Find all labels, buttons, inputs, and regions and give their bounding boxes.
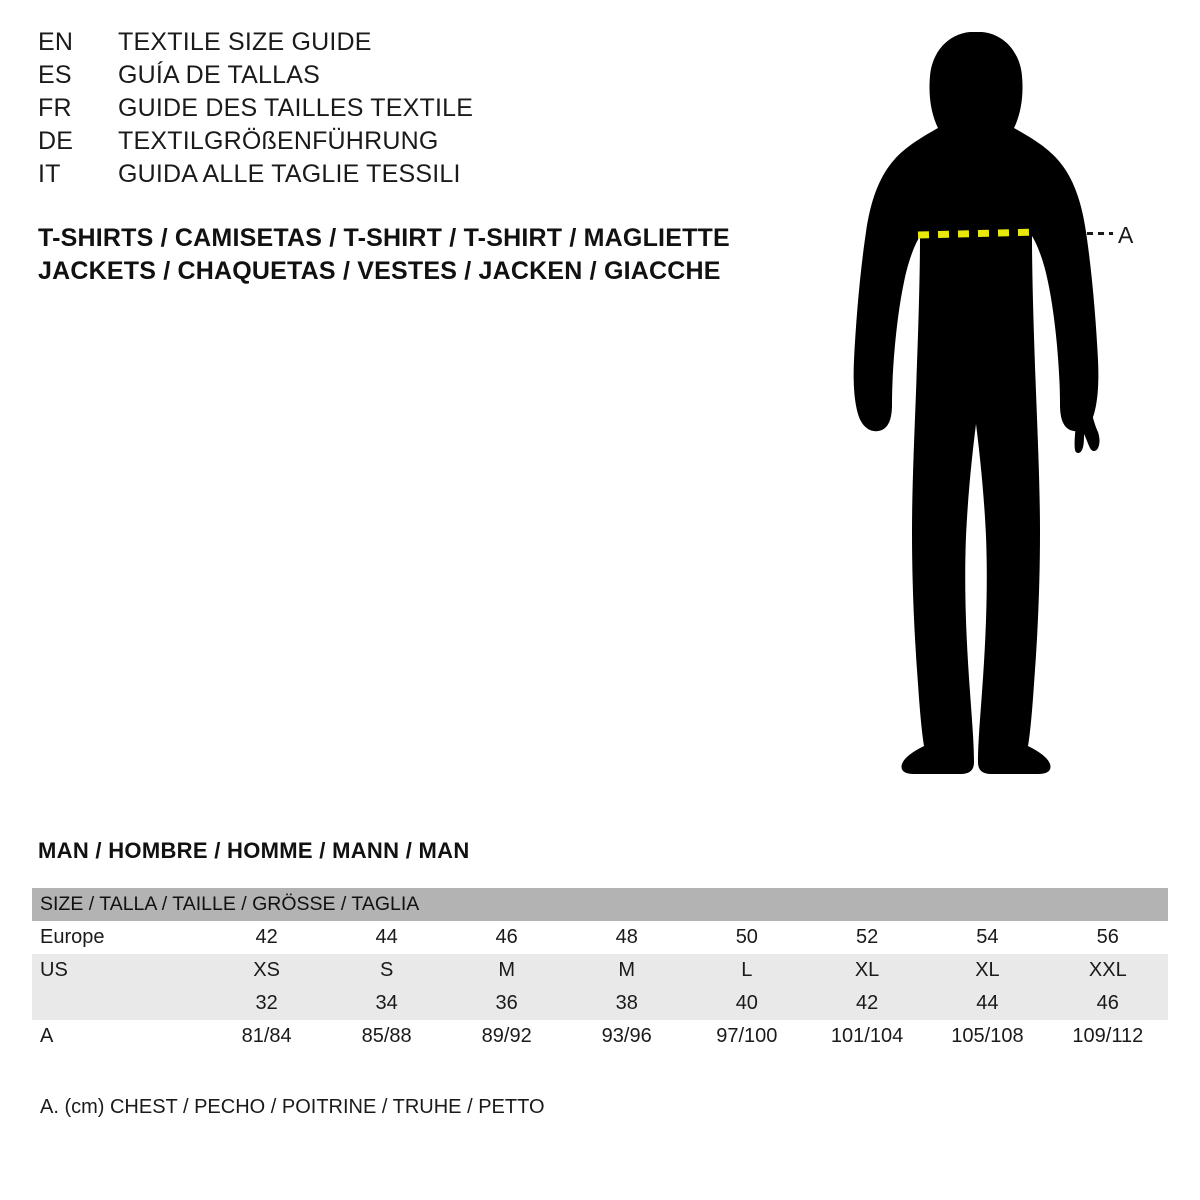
cell: 36 (447, 987, 567, 1020)
garment-line-tshirts: T-SHIRTS / CAMISETAS / T-SHIRT / T-SHIRT / MAGLIETTE (38, 224, 730, 252)
cell: 46 (447, 921, 567, 954)
table-row (32, 987, 1168, 1020)
language-title-list (38, 28, 738, 193)
cell: 56 (1048, 921, 1168, 954)
cell: 89/92 (447, 1020, 567, 1053)
cell: M (447, 954, 567, 987)
measure-label-a: A (1118, 222, 1134, 248)
cell: 50 (687, 921, 807, 954)
cell: XL (807, 954, 927, 987)
cell: 42 (807, 987, 927, 1020)
cell: 93/96 (567, 1020, 687, 1053)
language-text-it: GUIDA ALLE TAGLIE TESSILI (118, 160, 461, 188)
table-row (32, 921, 1168, 954)
garment-line-jackets: JACKETS / CHAQUETAS / VESTES / JACKEN / GIACCHE (38, 257, 721, 285)
cell: 81/84 (207, 1020, 327, 1053)
language-text-de: TEXTILGRÖßENFÜHRUNG (118, 127, 439, 155)
language-code-de: DE (38, 127, 74, 155)
cell: 42 (207, 921, 327, 954)
language-row-de (38, 127, 738, 160)
cell: 54 (927, 921, 1047, 954)
cell: M (567, 954, 687, 987)
language-row-en (38, 28, 738, 61)
table-row (32, 1020, 1168, 1053)
table-row (32, 954, 1168, 987)
cell: 44 (327, 921, 447, 954)
table-header-label: SIZE / TALLA / TAILLE / GRÖSSE / TAGLIA (32, 888, 1168, 921)
cell: 109/112 (1048, 1020, 1168, 1053)
cell: 85/88 (327, 1020, 447, 1053)
cell: XL (927, 954, 1047, 987)
cell: 52 (807, 921, 927, 954)
language-text-en: TEXTILE SIZE GUIDE (118, 28, 372, 56)
cell: 97/100 (687, 1020, 807, 1053)
garment-types (38, 222, 798, 288)
cell: XXL (1048, 954, 1168, 987)
row-label-europe: Europe (32, 921, 207, 954)
cell: 101/104 (807, 1020, 927, 1053)
table-header-row (32, 888, 1168, 921)
cell: 48 (567, 921, 687, 954)
language-row-it (38, 160, 738, 193)
language-code-it: IT (38, 160, 61, 188)
cell: 38 (567, 987, 687, 1020)
cell: 105/108 (927, 1020, 1047, 1053)
cell: 40 (687, 987, 807, 1020)
cell: L (687, 954, 807, 987)
language-code-fr: FR (38, 94, 72, 122)
size-table (32, 888, 1168, 1053)
row-label-a: A (32, 1020, 207, 1053)
cell: 34 (327, 987, 447, 1020)
cell: 46 (1048, 987, 1168, 1020)
row-label-us: US (32, 954, 207, 987)
language-code-en: EN (38, 28, 74, 56)
language-row-es (38, 61, 738, 94)
male-silhouette-icon (820, 20, 1180, 800)
language-text-es: GUÍA DE TALLAS (118, 61, 320, 89)
cell: 32 (207, 987, 327, 1020)
cell: 44 (927, 987, 1047, 1020)
group-title-man: MAN / HOMBRE / HOMME / MANN / MAN (38, 838, 470, 863)
language-text-fr: GUIDE DES TAILLES TEXTILE (118, 94, 474, 122)
cell: S (327, 954, 447, 987)
language-code-es: ES (38, 61, 72, 89)
row-label-numeric (32, 987, 207, 1020)
measure-leader-line (1087, 232, 1113, 235)
cell: XS (207, 954, 327, 987)
language-row-fr (38, 94, 738, 127)
body-silhouette-figure (820, 20, 1180, 800)
measurement-footnote: A. (cm) CHEST / PECHO / POITRINE / TRUHE / PETTO (40, 1096, 545, 1118)
